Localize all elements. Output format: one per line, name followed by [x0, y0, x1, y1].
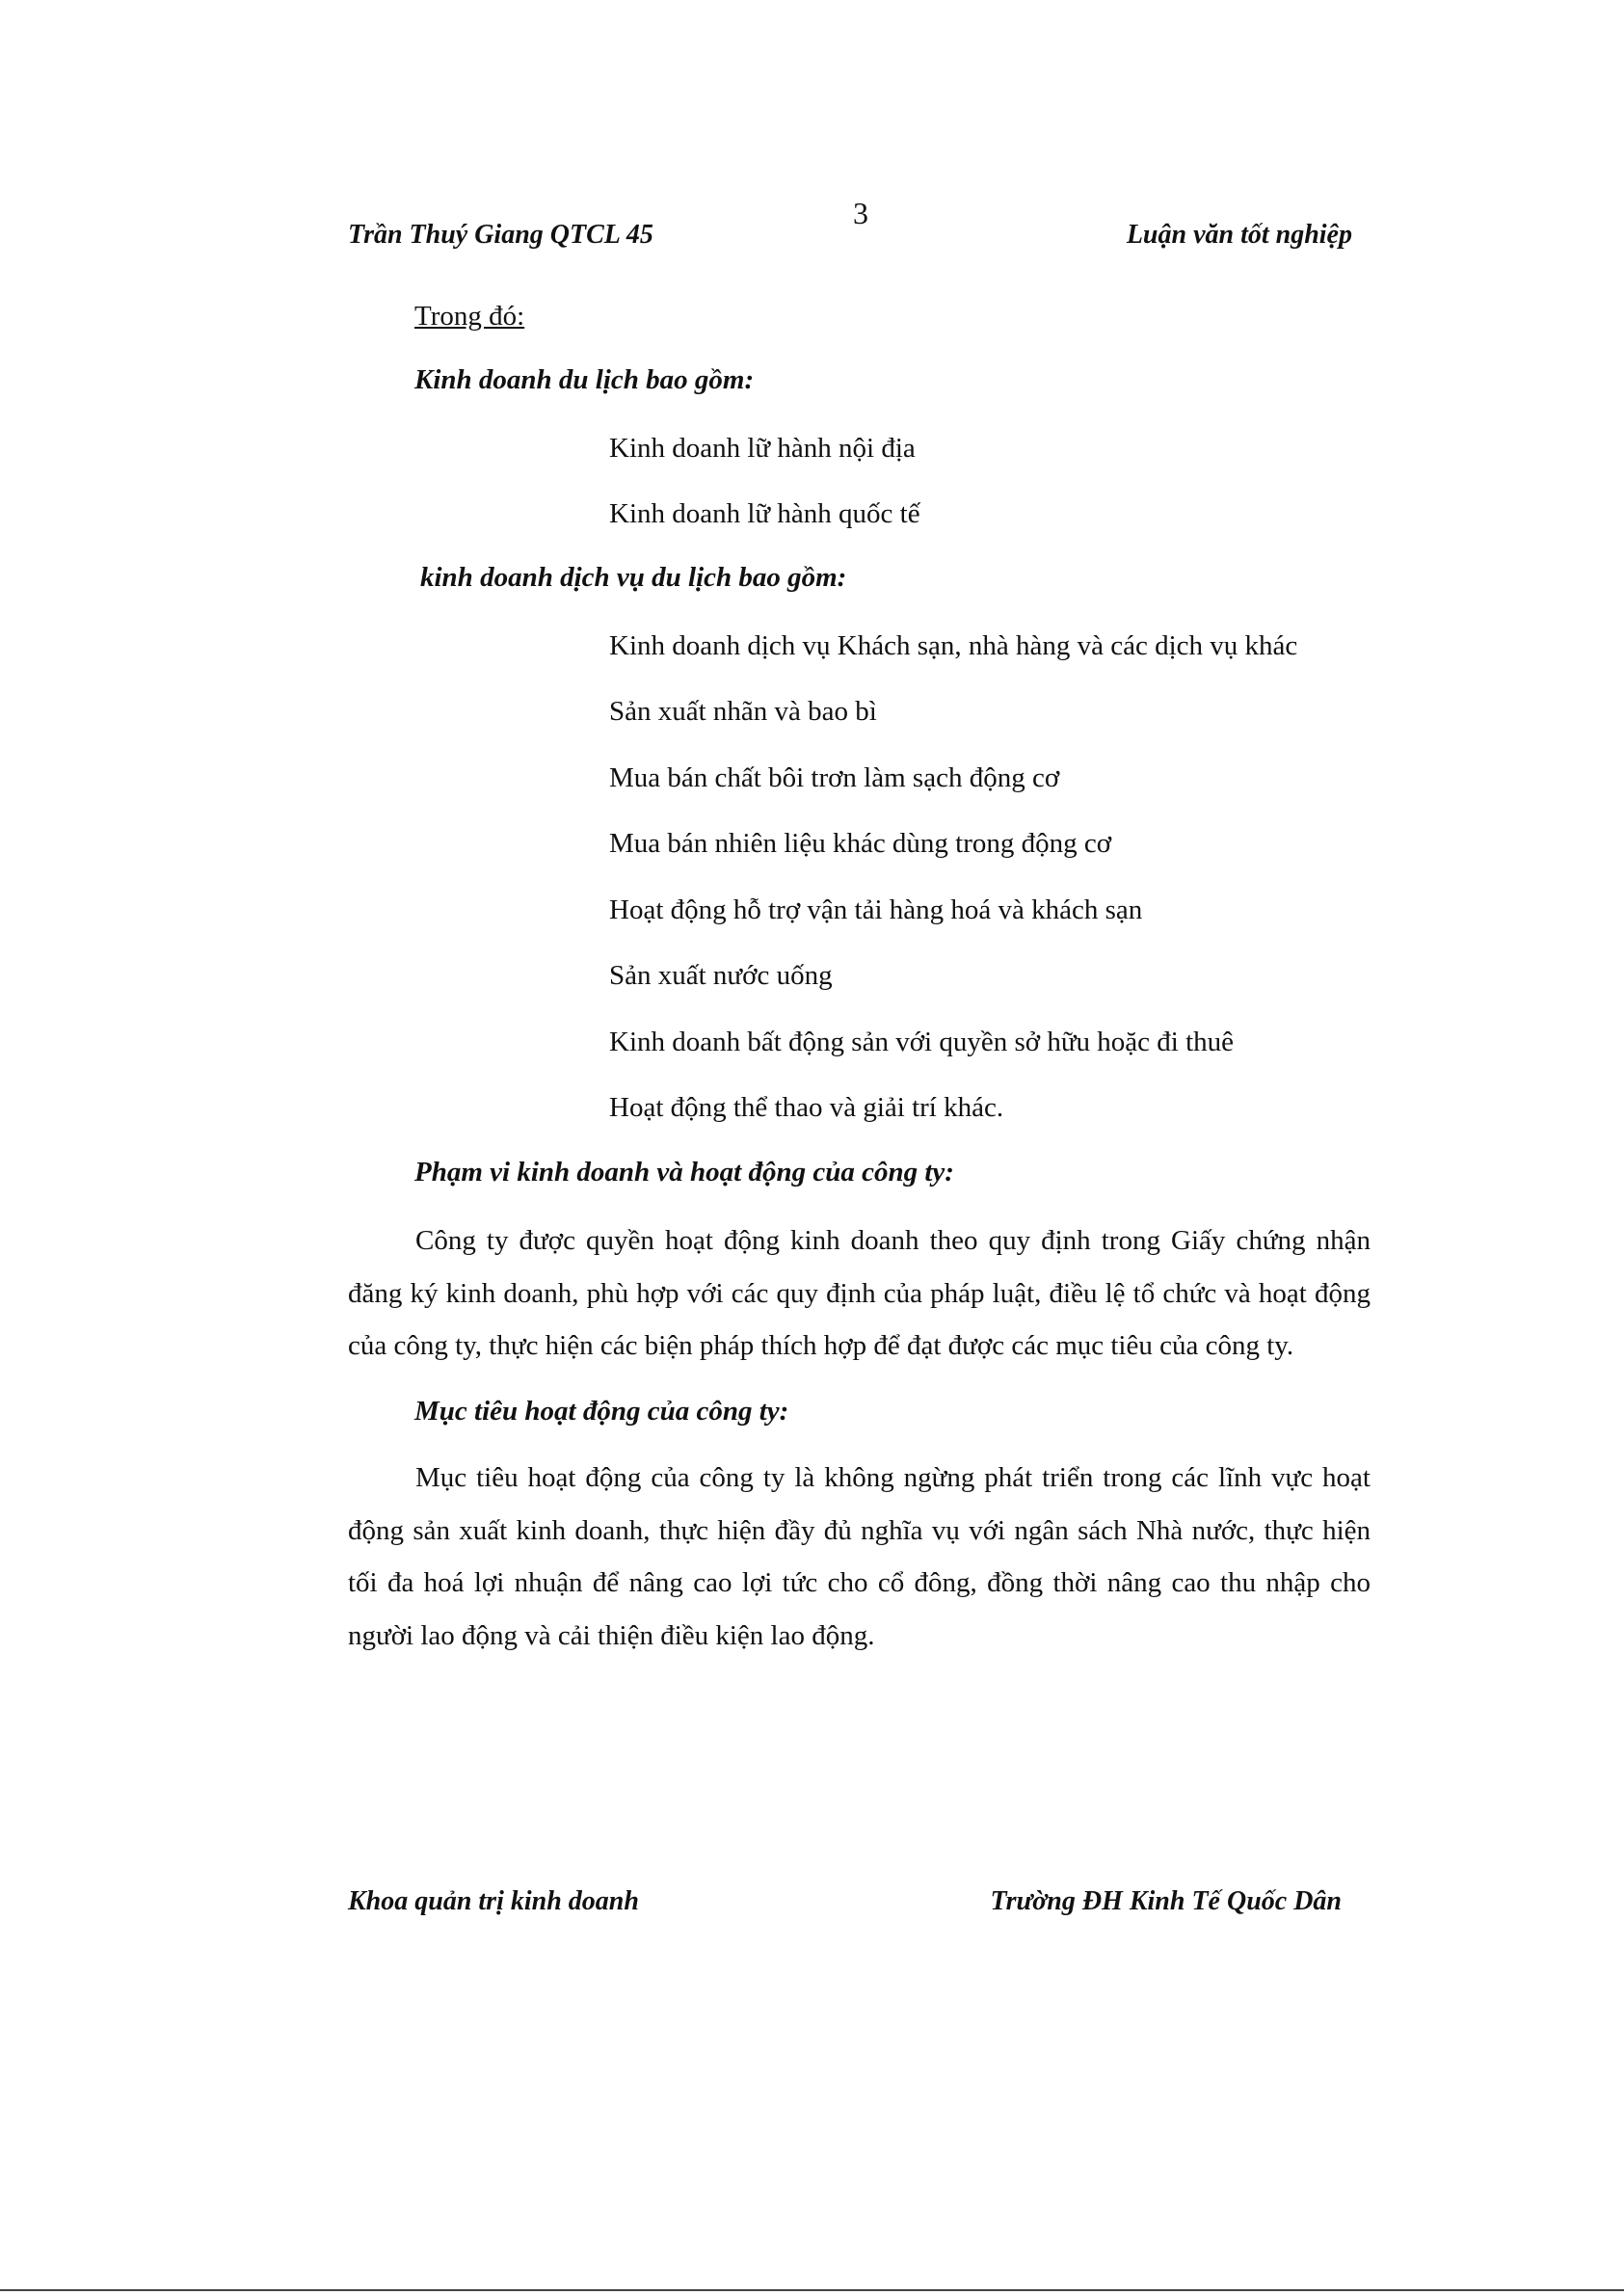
header-author: Trần Thuý Giang QTCL 45 — [348, 220, 653, 250]
section2-item: Sản xuất nước uống — [609, 960, 833, 991]
section3-heading: Phạm vi kinh doanh và hoạt động của công ty: — [414, 1157, 954, 1188]
section2-heading: kinh doanh dịch vụ du lịch bao gồm: — [420, 562, 847, 593]
section1-item: Kinh doanh lữ hành nội địa — [609, 433, 916, 464]
section4-paragraph-text: Mục tiêu hoạt động của công ty là không ngừng phát triển trong các lĩnh vực hoạt động sản xuất kinh doanh, thực hiện đầy đủ nghĩa vụ với ngân sách Nhà nước, thực hiện tối đa hoá lợi nhuận để nâng cao lợi tức cho cổ đông, đồng thời nâng cao thu nhập cho người lao động và cải thiện điều kiện lao động. — [348, 1462, 1371, 1651]
section2-item: Hoạt động hỗ trợ vận tải hàng hoá và khách sạn — [609, 894, 1143, 925]
section2-item: Kinh doanh bất động sản với quyền sở hữu hoặc đi thuê — [609, 1027, 1235, 1057]
page-number: 3 — [853, 196, 868, 230]
section4-heading: Mục tiêu hoạt động của công ty: — [414, 1396, 789, 1427]
section1-item: Kinh doanh lữ hành quốc tế — [609, 498, 920, 529]
section2-item: Hoạt động thể thao và giải trí khác. — [609, 1092, 1004, 1123]
section2-item: Mua bán nhiên liệu khác dùng trong động cơ — [609, 828, 1112, 859]
footer-faculty: Khoa quản trị kinh doanh — [348, 1886, 639, 1916]
section4-paragraph — [348, 1452, 1371, 1662]
section1-heading: Kinh doanh du lịch bao gồm: — [414, 364, 755, 395]
header-title: Luận văn tốt nghiệp — [1126, 220, 1352, 250]
section2-item: Kinh doanh dịch vụ Khách sạn, nhà hàng và các dịch vụ khác — [609, 630, 1298, 661]
section3-paragraph-text: Công ty được quyền hoạt động kinh doanh theo quy định trong Giấy chứng nhận đăng ký kinh doanh, phù hợp với các quy định của pháp luật, điều lệ tổ chức và hoạt động của công ty, thực hiện các biện pháp thích hợp để đạt được các mục tiêu của công ty. — [348, 1225, 1371, 1361]
section3-paragraph — [348, 1214, 1371, 1373]
footer-university: Trường ĐH Kinh Tế Quốc Dân — [990, 1886, 1342, 1916]
section2-item: Sản xuất nhãn và bao bì — [609, 696, 877, 727]
page-bottom-rule — [0, 2289, 1624, 2291]
intro-label: Trong đó: — [414, 301, 525, 332]
section2-item: Mua bán chất bôi trơn làm sạch động cơ — [609, 762, 1060, 793]
